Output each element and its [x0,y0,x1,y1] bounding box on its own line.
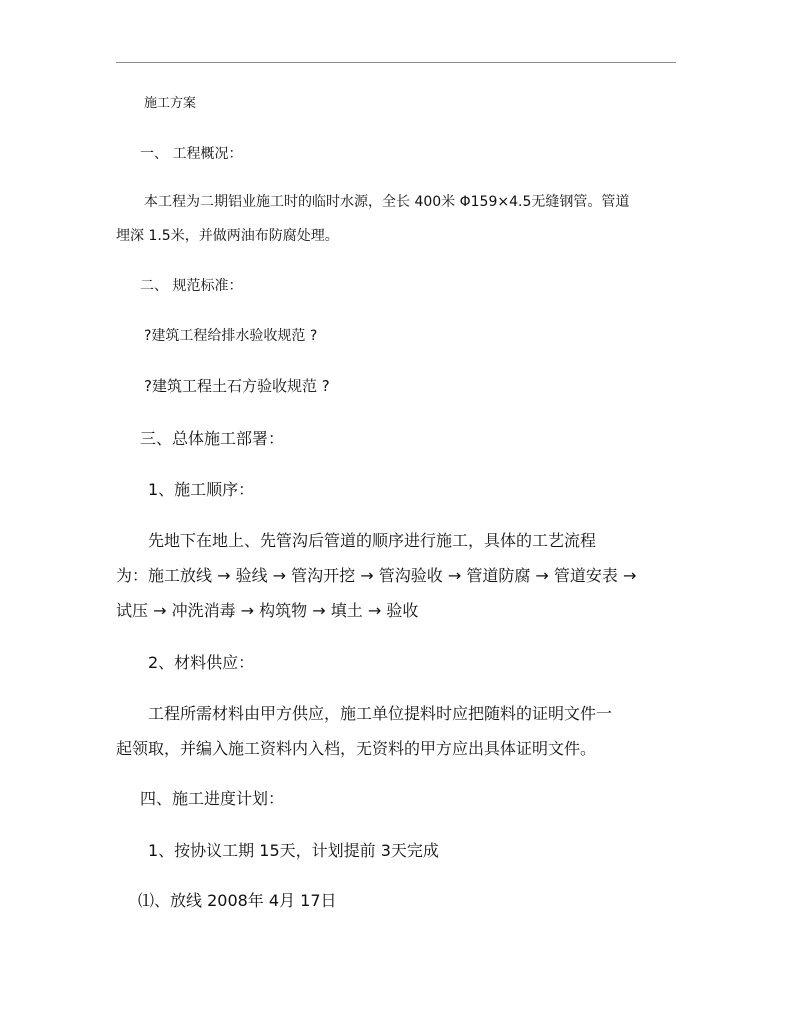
section-2-heading: 二、 规范标准： [140,278,243,294]
schedule-item-1: 1、按协议工期 15天，计划提前 3天完成 [148,841,439,860]
material-paragraph-line-2: 起领取，并编入施工资料内入档，无资料的甲方应出具体证明文件。 [116,739,597,758]
section-3-heading: 三、总体施工部署： [140,429,285,448]
material-paragraph-line-1: 工程所需材料由甲方供应，施工单位提料时应把随料的证明文件一 [148,704,613,723]
schedule-item-2: ⑴、放线 2008年 4月 17日 [138,891,337,910]
section-3-sub-1-heading: 1、施工顺序： [148,480,255,499]
process-paragraph-line-2: 为：施工放线 → 验线 → 管沟开挖 → 管沟验收 → 管道防腐 → 管道安表 → [116,566,637,585]
section-4-heading: 四、施工进度计划： [140,789,285,808]
header-rule [116,62,676,63]
section-1-paragraph-line-2: 埋深 1.5米，并做两油布防腐处理。 [116,228,339,244]
process-paragraph-line-3: 试压 → 冲洗消毒 → 构筑物 → 填土 → 验收 [116,601,419,620]
standard-item-2: ?建筑工程土石方验收规范 ? [144,377,330,395]
section-1-heading: 一、 工程概况： [140,146,243,162]
section-1-paragraph-line-1: 本工程为二期铝业施工时的临时水源，全长 400米 Φ159×4.5无缝钢管。管道 [144,194,630,210]
process-paragraph-line-1: 先地下在地上、先管沟后管道的顺序进行施工，具体的工艺流程 [148,531,597,550]
standard-item-1: ?建筑工程给排水验收规范 ? [144,328,318,344]
section-3-sub-2-heading: 2、材料供应： [148,653,255,672]
document-title: 施工方案 [144,96,197,111]
